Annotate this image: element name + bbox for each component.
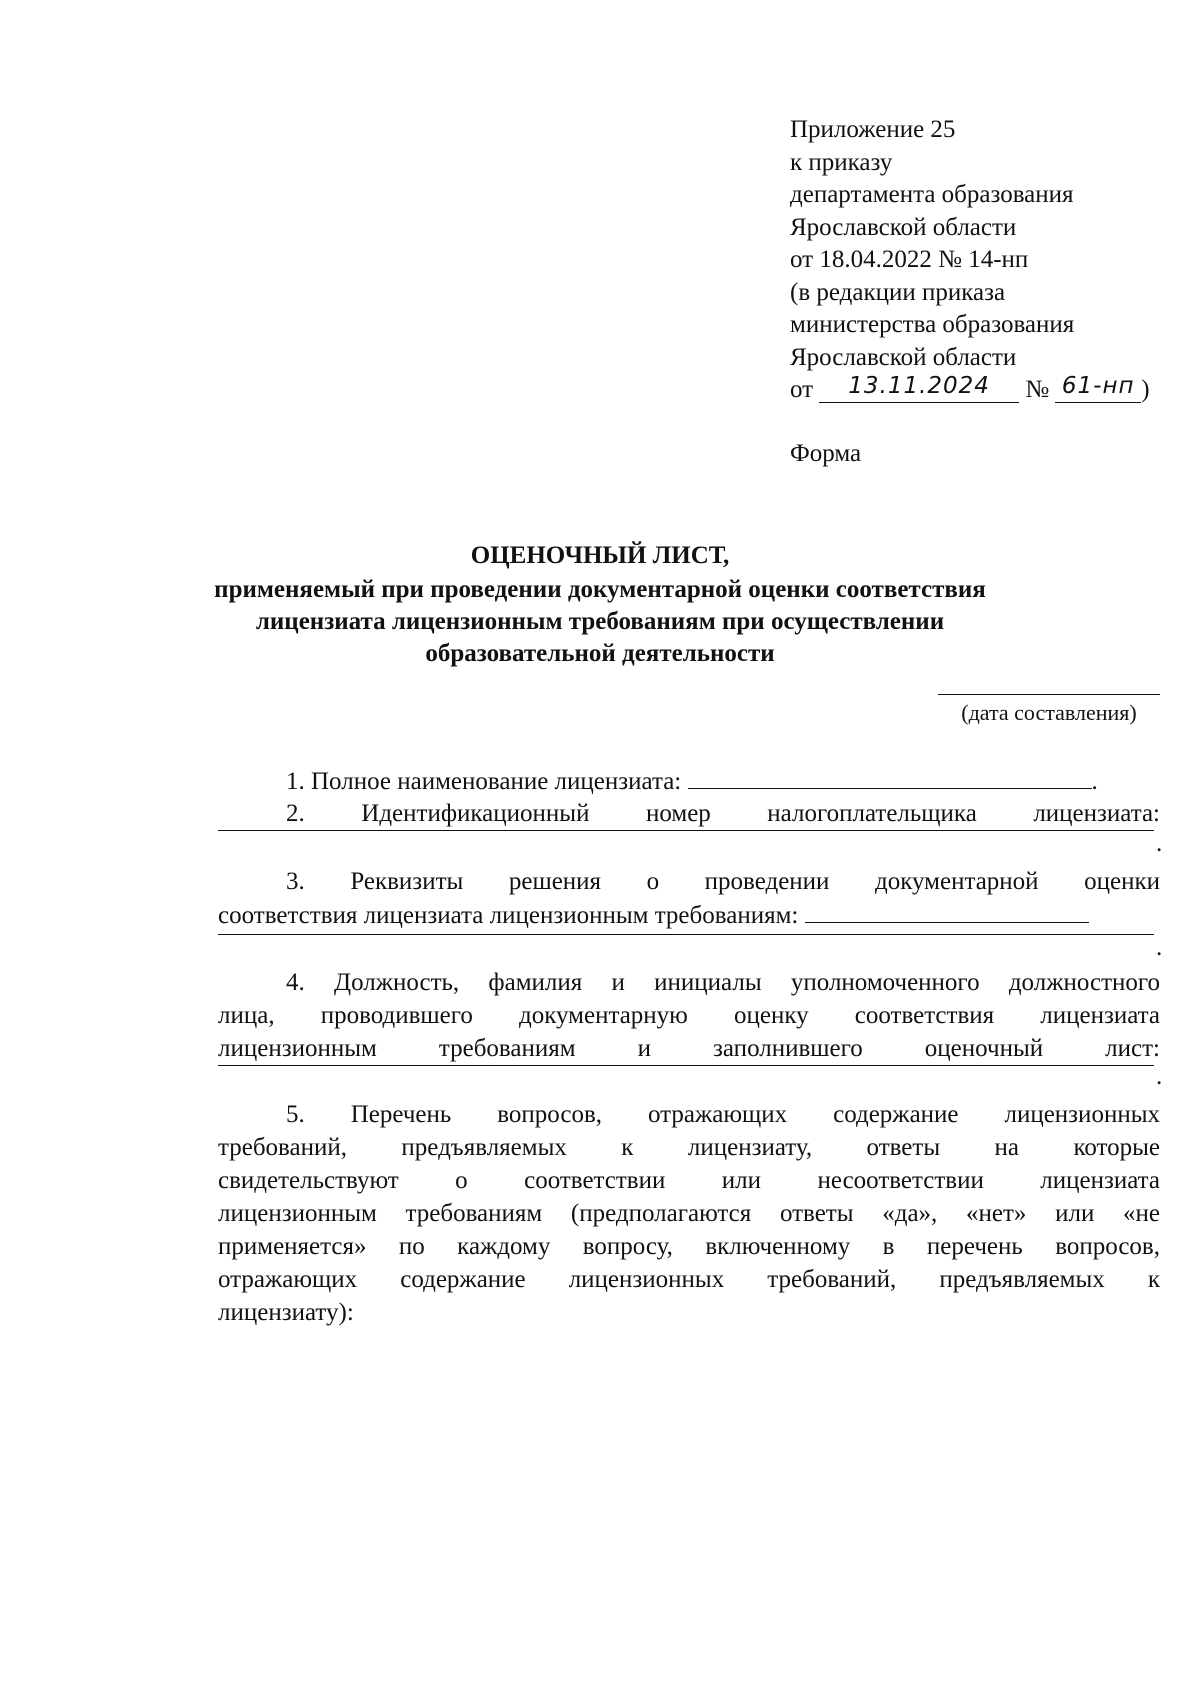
document-subtitle xyxy=(0,574,1200,670)
decision-details-field[interactable] xyxy=(805,898,1089,923)
official-name-field[interactable] xyxy=(218,1065,1154,1066)
item-1-label: 1. Полное наименование лицензиата: xyxy=(286,768,682,795)
date-compiled-caption: (дата составления) xyxy=(961,700,1137,725)
handwritten-number-field xyxy=(1055,374,1141,403)
document-title: ОЦЕНОЧНЫЙ ЛИСТ, xyxy=(470,542,730,569)
item-2-label: 2. Идентификационный номер налогоплательщика лицензиата: xyxy=(286,800,1160,827)
handwritten-date: 13.11.2024 xyxy=(848,373,990,399)
item-3-line: 3. Реквизиты решения о проведении документарной оценки xyxy=(286,868,1160,895)
header-line: Ярославской области xyxy=(790,213,1017,241)
subtitle-line: применяемый при проведении документарной оценки соответствия xyxy=(214,576,986,603)
item-period: . xyxy=(1156,1063,1163,1090)
item-period: . xyxy=(1156,830,1163,857)
item-3-line: соответствия лицензиата лицензионным требованиям: xyxy=(218,902,799,929)
appendix-header xyxy=(790,114,1170,407)
item-5-line: требований, предъявляемых к лицензиату, ответы на которые xyxy=(218,1134,1160,1161)
header-line: Приложение 25 xyxy=(790,116,956,143)
header-line: Ярославской области xyxy=(790,343,1017,371)
subtitle-line: лицензиата лицензионным требованиям при осуществлении xyxy=(255,608,945,635)
item-period: . xyxy=(1156,934,1163,961)
item-5-line: лицензионным требованиям (предполагаются ответы «да», «нет» или «не xyxy=(218,1200,1160,1227)
full-name-field[interactable] xyxy=(688,764,1092,789)
header-line: к приказу xyxy=(790,148,893,176)
form-label: Форма xyxy=(790,440,862,467)
amendment-date-line xyxy=(790,374,1170,407)
date-compiled-field[interactable] xyxy=(938,694,1160,695)
header-line: министерства образования xyxy=(790,311,1075,338)
item-5-line: свидетельствуют о соответствии или несоответствии лицензиата xyxy=(218,1167,1160,1194)
decision-details-field-continued[interactable] xyxy=(218,934,1154,935)
header-line: департамента образования xyxy=(790,181,1074,208)
item-5-line: лицензиату): xyxy=(218,1299,354,1326)
item-1-full-name xyxy=(218,764,1160,798)
item-5-line: отражающих содержание лицензионных требований, предъявляемых к xyxy=(218,1266,1160,1293)
item-4-line: 4. Должность, фамилия и инициалы уполномоченного должностного xyxy=(286,969,1160,996)
close-paren: ) xyxy=(1141,376,1150,403)
from-prefix: от xyxy=(790,376,814,403)
handwritten-date-field xyxy=(819,374,1019,403)
item-5-line: применяется» по каждому вопросу, включенному в перечень вопросов, xyxy=(218,1233,1160,1260)
item-4-line: лицензионным требованиям и заполнившего оценочный лист: xyxy=(218,1035,1160,1062)
number-sign: № xyxy=(1025,376,1050,403)
header-line: от 18.04.2022 № 14-нп xyxy=(790,246,1029,273)
subtitle-line: образовательной деятельности xyxy=(425,640,775,667)
handwritten-number: 61-нп xyxy=(1061,373,1135,399)
item-period: . xyxy=(1091,768,1098,795)
item-3-line2-row xyxy=(218,898,1160,932)
item-5-line: 5. Перечень вопросов, отражающих содержание лицензионных xyxy=(286,1101,1160,1128)
item-4-line: лица, проводившего документарную оценку соответствия лицензиата xyxy=(218,1002,1160,1029)
header-line: (в редакции приказа xyxy=(790,278,1006,306)
inn-field[interactable] xyxy=(218,830,1154,831)
